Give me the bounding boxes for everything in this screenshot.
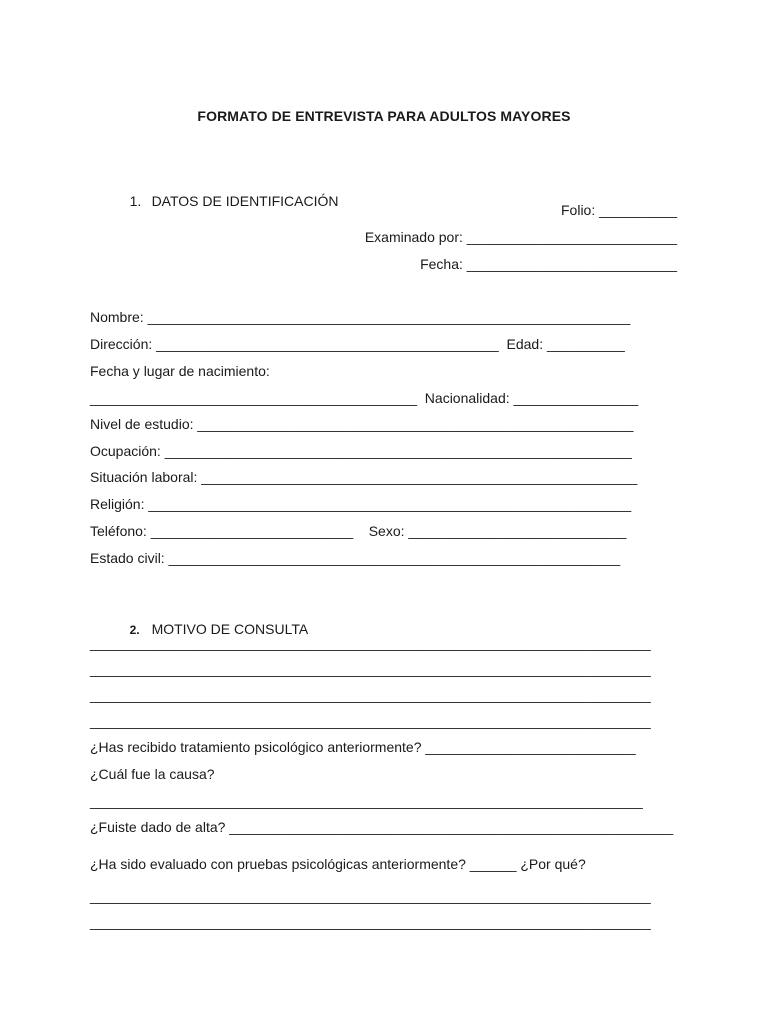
fecha-lugar-nacimiento-label: Fecha y lugar de nacimiento: xyxy=(90,363,270,379)
tratamiento-field[interactable]: ¿Has recibido tratamiento psicológico anteriormente? ___________________________ xyxy=(90,739,636,755)
section-1-title: DATOS DE IDENTIFICACIÓN xyxy=(151,193,339,209)
nombre-field[interactable]: Nombre: ______________________________________________________________ xyxy=(90,309,631,325)
motivo-line-1[interactable]: ________________________________________________________________________ xyxy=(90,635,651,651)
examinado-por-field[interactable]: Examinado por: ___________________________ xyxy=(364,229,677,245)
document-title: FORMATO DE ENTREVISTA PARA ADULTOS MAYORES xyxy=(197,108,571,124)
folio-field[interactable]: Folio: __________ xyxy=(561,202,677,218)
direccion-edad-field[interactable]: Dirección: ____________________________________________ Edad: __________ xyxy=(90,336,625,352)
motivo-line-3[interactable]: ________________________________________________________________________ xyxy=(90,687,651,703)
situacion-laboral-field[interactable]: Situación laboral: ________________________________________________________ xyxy=(90,469,638,485)
section-2-title: MOTIVO DE CONSULTA xyxy=(151,621,309,637)
religion-field[interactable]: Religión: ______________________________________________________________ xyxy=(90,496,632,512)
evaluado-field[interactable]: ¿Ha sido evaluado con pruebas psicológicas anteriormente? ______ ¿Por qué? xyxy=(90,856,586,872)
por-que-line-1[interactable]: ________________________________________________________________________ xyxy=(90,888,651,904)
motivo-line-2[interactable]: ________________________________________________________________________ xyxy=(90,661,651,677)
ocupacion-field[interactable]: Ocupación: ____________________________________________________________ xyxy=(90,443,632,459)
nivel-estudio-field[interactable]: Nivel de estudio: ________________________________________________________ xyxy=(90,416,634,432)
telefono-sexo-field[interactable]: Teléfono: __________________________ Sexo: ____________________________ xyxy=(90,523,627,539)
causa-label: ¿Cuál fue la causa? xyxy=(90,766,215,782)
por-que-line-2[interactable]: ________________________________________________________________________ xyxy=(90,914,651,930)
nacionalidad-field[interactable]: __________________________________________ Nacionalidad: ________________ xyxy=(90,390,639,406)
motivo-line-4[interactable]: ________________________________________________________________________ xyxy=(90,713,651,729)
causa-line[interactable]: _______________________________________________________________________ xyxy=(90,793,643,809)
fecha-field[interactable]: Fecha: ___________________________ xyxy=(420,256,677,272)
section-2-number: 2. xyxy=(129,623,140,637)
section-1-number: 1. xyxy=(129,193,142,209)
alta-field[interactable]: ¿Fuiste dado de alta? _________________________________________________________ xyxy=(90,819,674,835)
estado-civil-field[interactable]: Estado civil: __________________________________________________________ xyxy=(90,550,621,566)
section-1-heading xyxy=(114,174,339,228)
